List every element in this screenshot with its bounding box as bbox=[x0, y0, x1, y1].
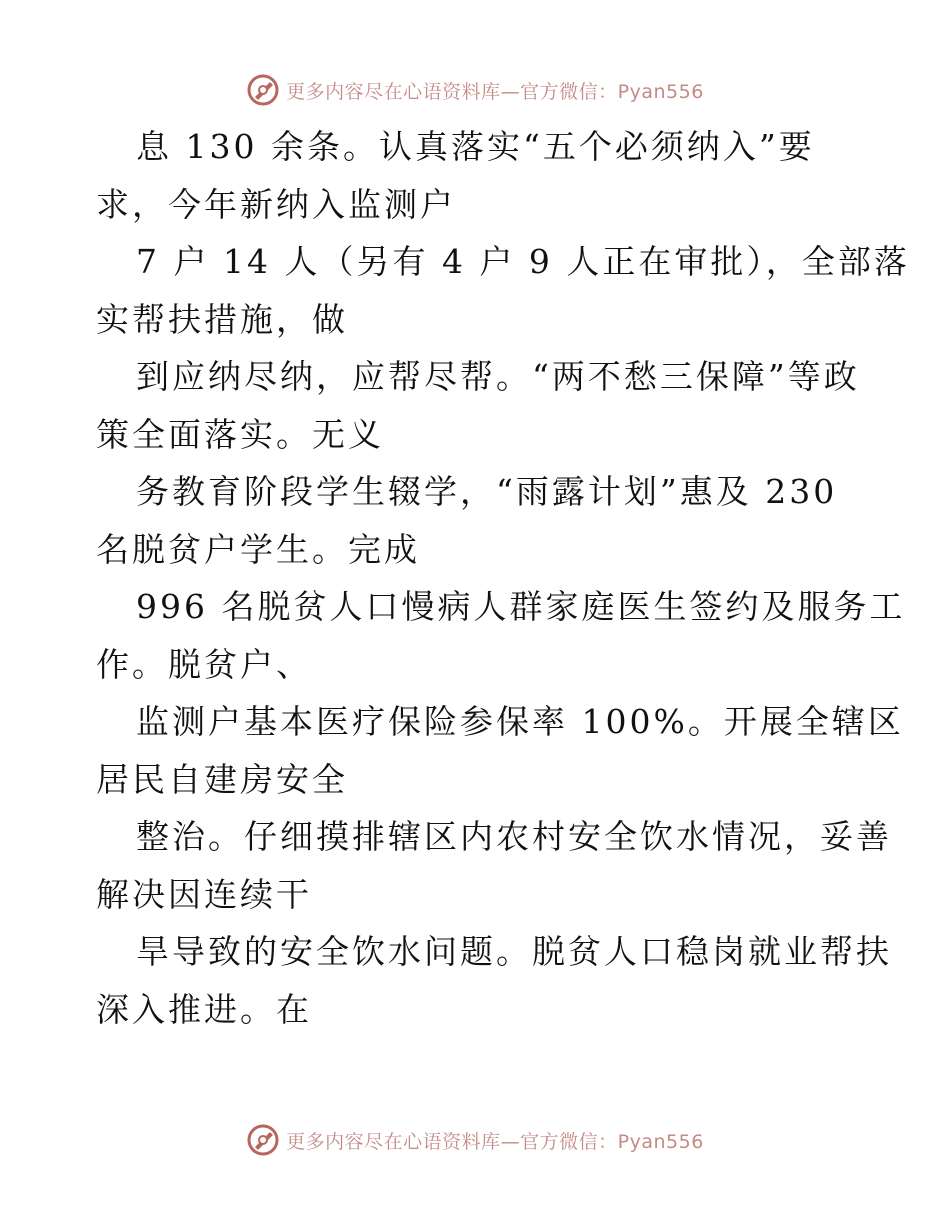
seal-logo-icon bbox=[246, 73, 280, 107]
footer-watermark bbox=[0, 1122, 950, 1158]
text-line: 7 户 14 人（另有 4 户 9 人正在审批），全部落 bbox=[136, 242, 910, 281]
text-line: 整治。仔细摸排辖区内农村安全饮水情况，妥善 bbox=[136, 817, 892, 856]
text-line: 名脱贫户学生。完成 bbox=[96, 529, 420, 569]
text-line: 旱导致的安全饮水问题。脱贫人口稳岗就业帮扶 bbox=[136, 932, 892, 971]
document-body bbox=[96, 118, 910, 1038]
header-watermark bbox=[0, 72, 950, 108]
text-line: 996 名脱贫人口慢病人群家庭医生签约及服务工 bbox=[136, 587, 906, 626]
text-line: 作。脱贫户、 bbox=[96, 644, 312, 684]
text-line: 实帮扶措施，做 bbox=[96, 299, 348, 339]
text-line: 居民自建房安全 bbox=[96, 759, 348, 799]
watermark-text: 更多内容尽在心语资料库—官方微信：Pyan556 bbox=[286, 1130, 704, 1153]
seal-logo-icon bbox=[246, 1123, 280, 1157]
text-line: 息 130 余条。认真落实“五个必须纳入”要 bbox=[136, 127, 815, 166]
text-line: 监测户基本医疗保险参保率 100%。开展全辖区 bbox=[136, 702, 904, 741]
text-line: 求，今年新纳入监测户 bbox=[96, 184, 456, 224]
text-line: 策全面落实。无义 bbox=[96, 414, 384, 454]
text-line: 到应纳尽纳，应帮尽帮。“两不愁三保障”等政 bbox=[136, 357, 860, 396]
text-line: 务教育阶段学生辍学，“雨露计划”惠及 230 bbox=[136, 472, 838, 511]
text-line: 深入推进。在 bbox=[96, 989, 312, 1029]
text-line: 解决因连续干 bbox=[96, 874, 312, 914]
watermark-text: 更多内容尽在心语资料库—官方微信：Pyan556 bbox=[286, 80, 704, 103]
